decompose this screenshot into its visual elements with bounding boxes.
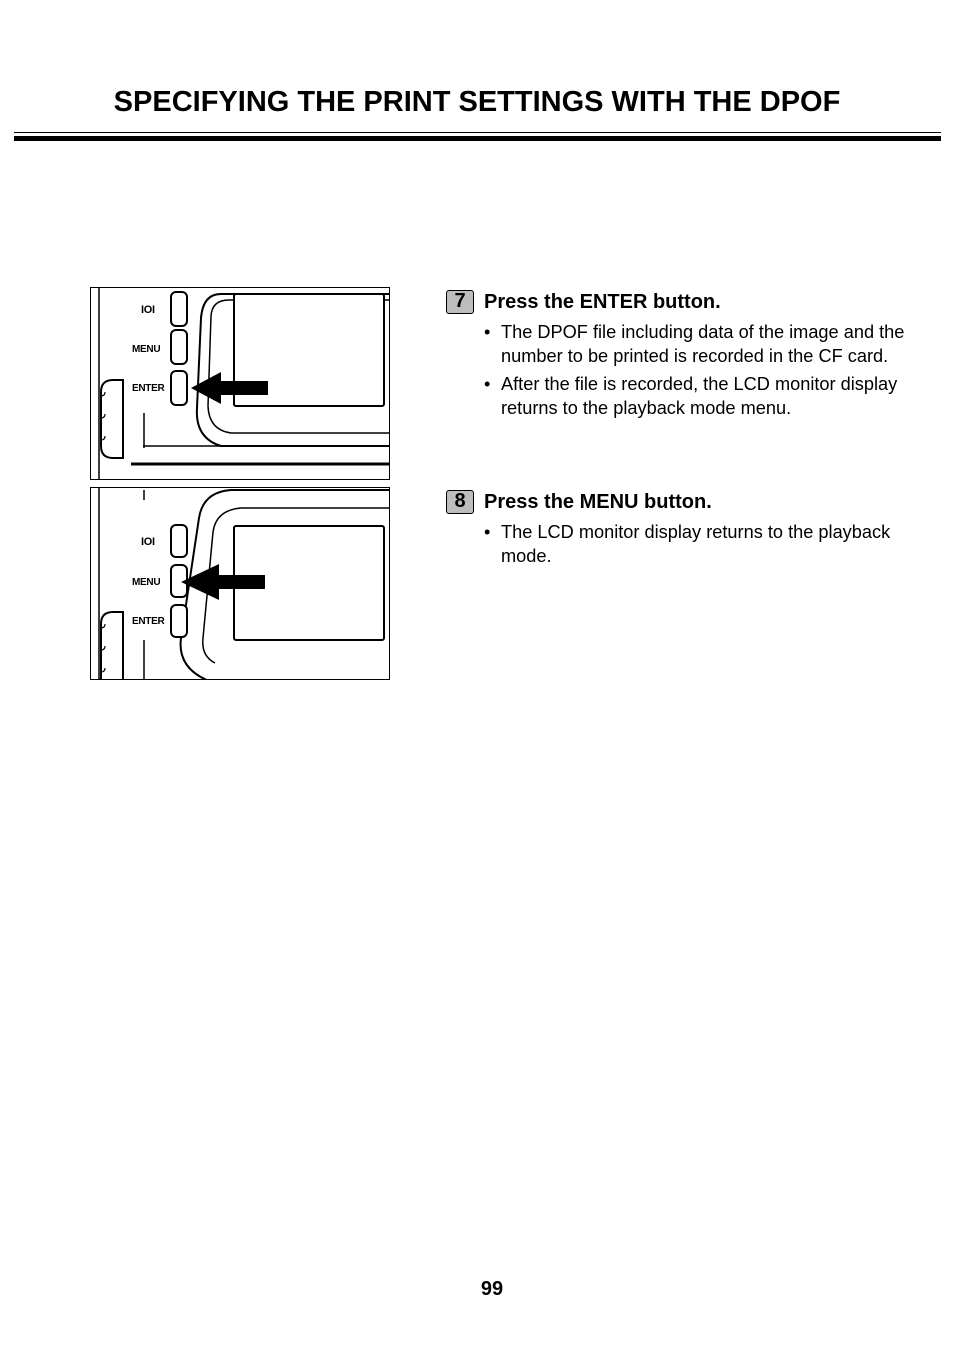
title-rule-thick: [14, 136, 941, 141]
page-title: SPECIFYING THE PRINT SETTINGS WITH THE DPOF: [113, 86, 841, 118]
step-title: Press the ENTER button.: [484, 290, 721, 313]
menu-label: MENU: [132, 577, 161, 588]
step-number-badge: 8: [446, 490, 474, 514]
step-header: [446, 288, 906, 316]
step-8: [446, 488, 906, 572]
bullet-text: The DPOF file including data of the image and the number to be printed is recorded in the CF card.: [501, 322, 905, 366]
bullet-icon: •: [484, 322, 491, 342]
title-rule-thin: [14, 132, 941, 133]
step-header: [446, 488, 906, 516]
list-item: [446, 520, 906, 568]
bullet-icon: •: [484, 522, 491, 542]
page-number: 99: [480, 1278, 504, 1300]
step-number-badge: 7: [446, 290, 474, 314]
step-bullet-list: [446, 320, 906, 420]
camera-illustration-enter: [90, 287, 390, 480]
list-item: [446, 320, 906, 368]
playback-icon-label: IOI: [141, 536, 155, 548]
list-item: [446, 372, 906, 420]
bullet-icon: •: [484, 374, 491, 394]
bullet-text: After the file is recorded, the LCD monitor display returns to the playback mode menu.: [501, 374, 898, 418]
step-7: [446, 288, 906, 424]
enter-label: ENTER: [132, 383, 165, 394]
enter-label: ENTER: [132, 616, 165, 627]
camera-illustration-menu: [90, 487, 390, 680]
bullet-text: The LCD monitor display returns to the playback mode.: [501, 522, 891, 566]
playback-icon-label: IOI: [141, 304, 155, 316]
step-bullet-list: [446, 520, 906, 568]
menu-label: MENU: [132, 344, 161, 355]
step-title: Press the MENU button.: [484, 490, 712, 513]
